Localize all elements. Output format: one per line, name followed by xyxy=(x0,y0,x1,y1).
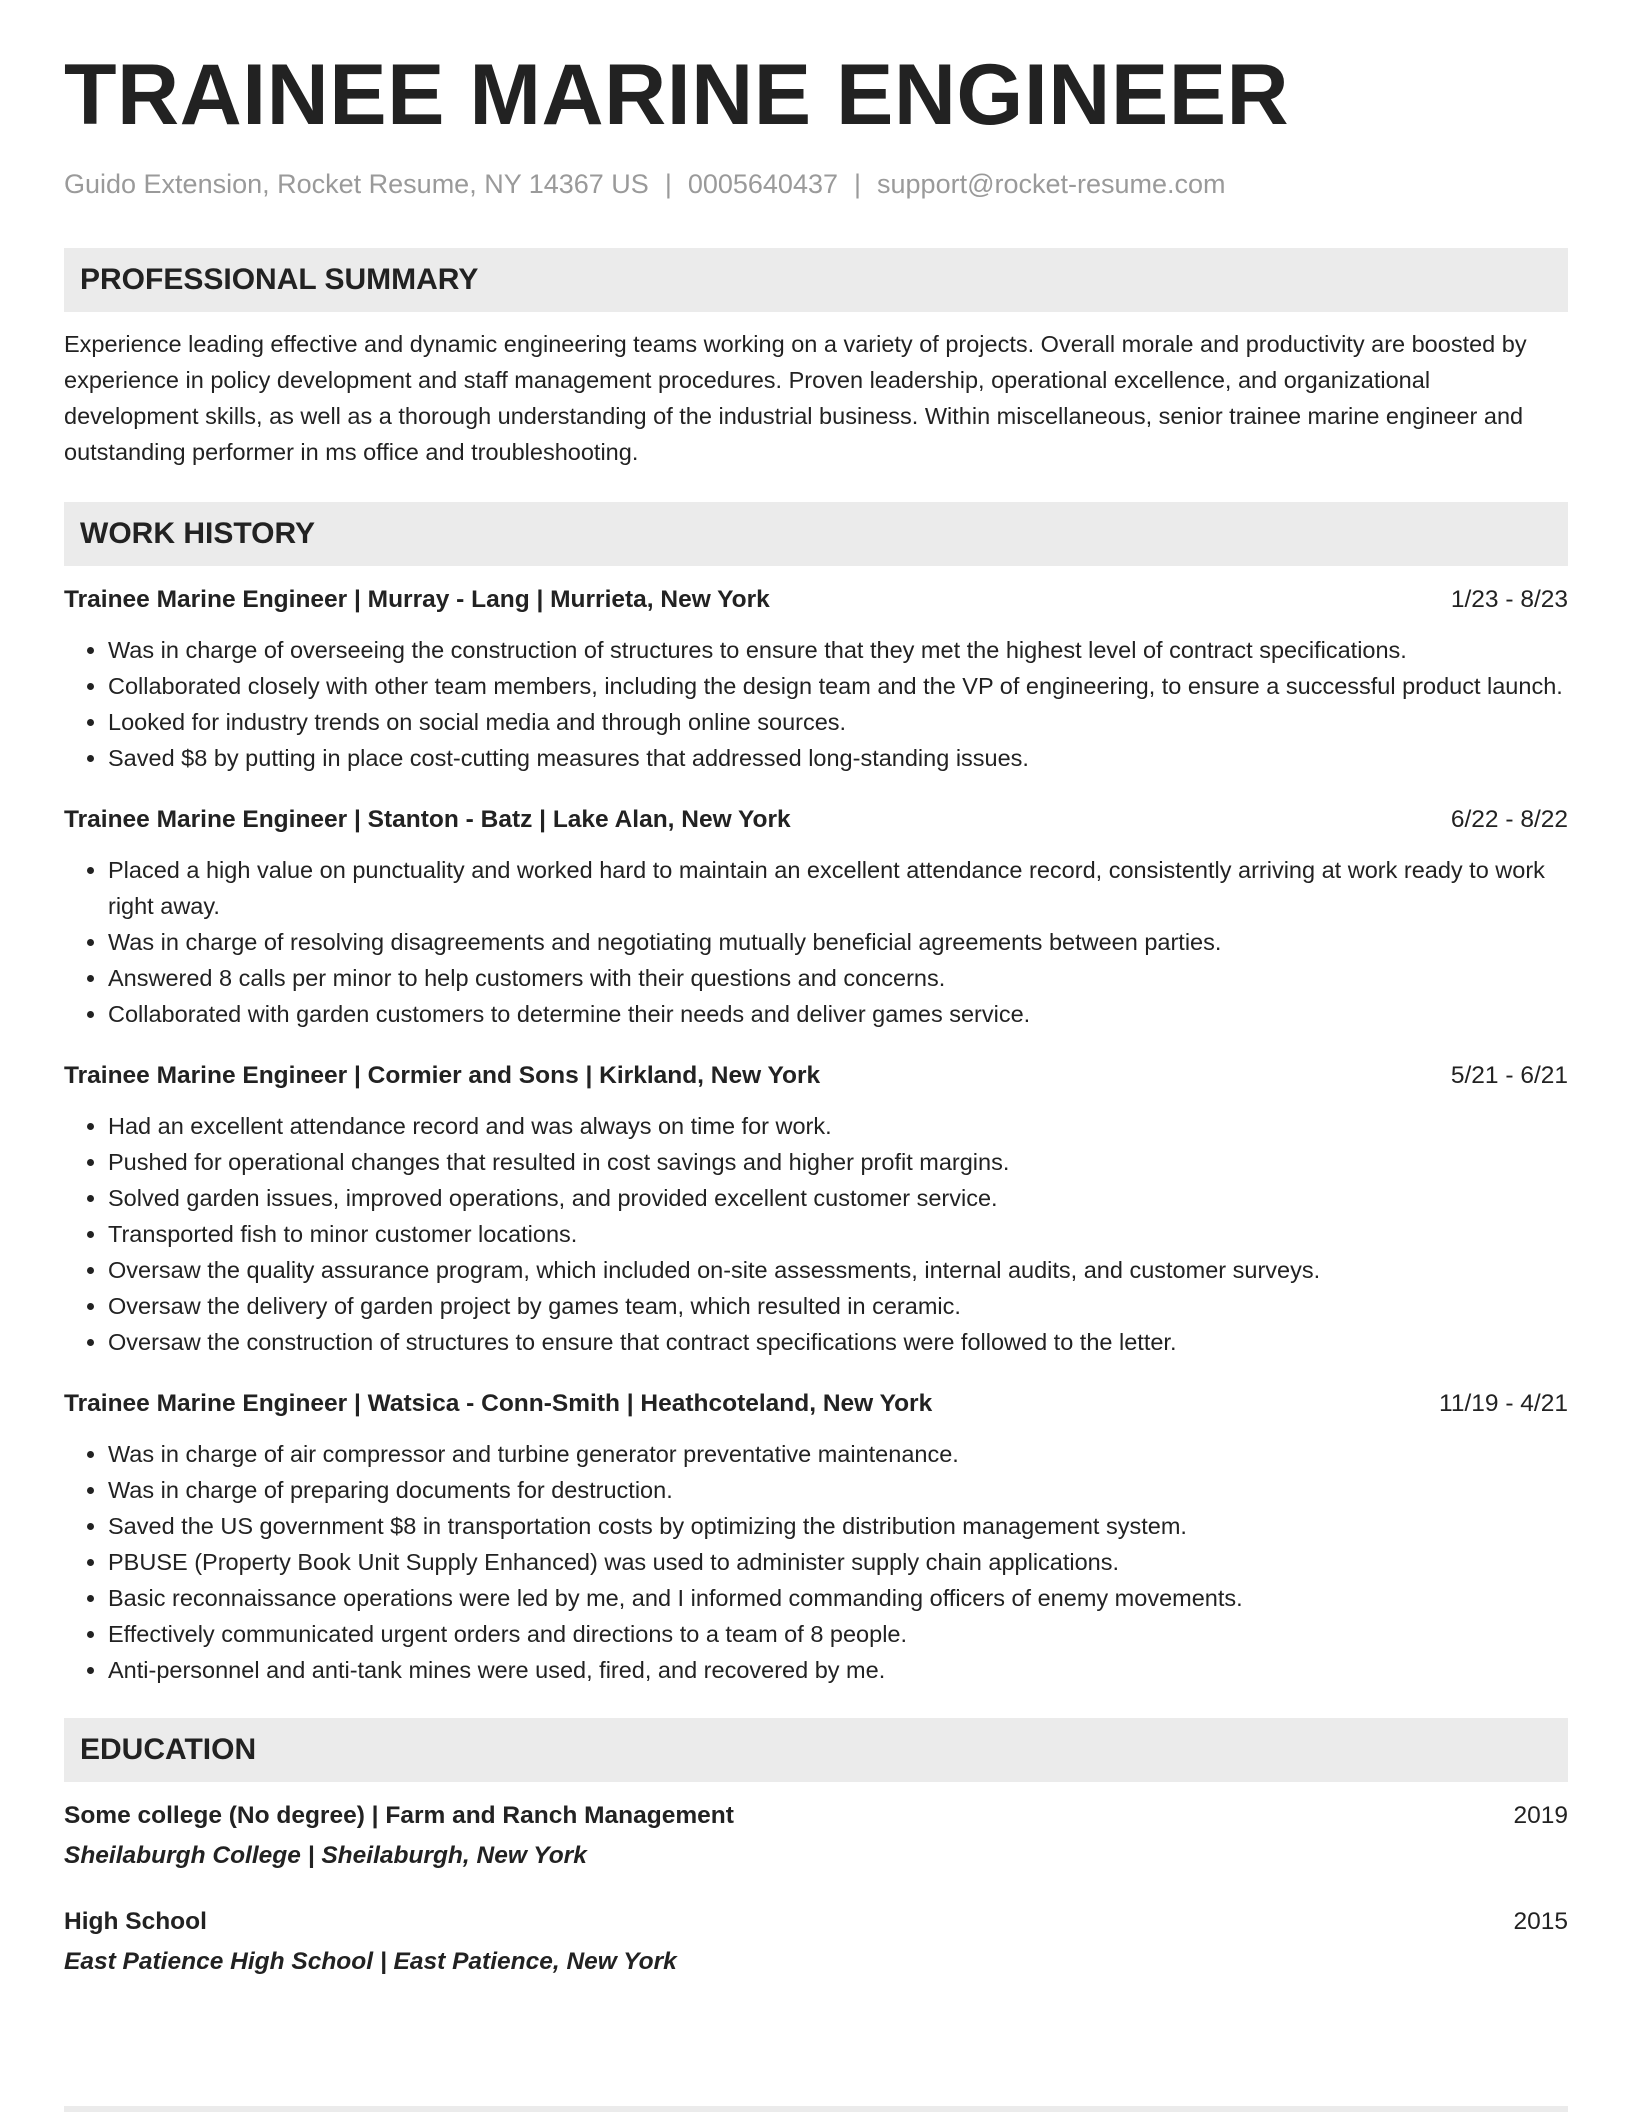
job-bullet: • Collaborated closely with other team members, including the design team and the VP of engineering, to ensure a successful product launch. xyxy=(108,668,1568,704)
job-header xyxy=(64,802,1568,838)
education-header xyxy=(64,1904,1568,1940)
job-entry xyxy=(64,802,1568,1032)
job-dates: 5/21 - 6/21 xyxy=(1450,1062,1568,1090)
contact-separator: | xyxy=(854,169,862,199)
contact-address: Guido Extension, Rocket Resume, NY 14367 US xyxy=(64,169,649,199)
education-year: 2019 xyxy=(1513,1802,1568,1830)
job-entry xyxy=(64,582,1568,776)
job-title: Trainee Marine Engineer | Watsica - Conn-Smith | Heathcoteland, New York xyxy=(64,1390,933,1418)
job-title: Trainee Marine Engineer | Murray - Lang | Murrieta, New York xyxy=(64,586,770,614)
job-dates: 1/23 - 8/23 xyxy=(1450,586,1568,614)
contact-email: support@rocket-resume.com xyxy=(877,169,1226,199)
summary-heading: PROFESSIONAL SUMMARY xyxy=(64,248,1568,312)
job-bullet: • Looked for industry trends on social media and through online sources. xyxy=(108,704,1568,740)
job-bullet: • Answered 8 calls per minor to help customers with their questions and concerns. xyxy=(108,960,1568,996)
job-bullet: • Was in charge of overseeing the construction of structures to ensure that they met the highest level of contract specifications. xyxy=(108,632,1568,668)
job-bullets xyxy=(64,1108,1568,1360)
education-header xyxy=(64,1798,1568,1834)
contact-separator: | xyxy=(664,169,672,199)
job-bullet: • Saved $8 by putting in place cost-cutting measures that addressed long-standing issues. xyxy=(108,740,1568,776)
contact-phone: 0005640437 xyxy=(687,169,838,199)
job-header xyxy=(64,1058,1568,1094)
job-bullet: • Oversaw the delivery of garden project by games team, which resulted in ceramic. xyxy=(108,1288,1568,1324)
education-title: Some college (No degree) | Farm and Ranch Management xyxy=(64,1802,734,1830)
resume-title: TRAINEE MARINE ENGINEER xyxy=(64,47,1290,143)
job-bullets xyxy=(64,852,1568,1032)
section-divider xyxy=(64,2106,1568,2112)
job-bullet: • Pushed for operational changes that resulted in cost savings and higher profit margins. xyxy=(108,1144,1568,1180)
job-bullet: • Was in charge of resolving disagreements and negotiating mutually beneficial agreements between parties. xyxy=(108,924,1568,960)
job-bullets xyxy=(64,1436,1568,1688)
contact-line xyxy=(64,168,1568,200)
job-dates: 11/19 - 4/21 xyxy=(1439,1390,1568,1418)
education-school: Sheilaburgh College | Sheilaburgh, New York xyxy=(64,1842,587,1870)
job-bullet: • Was in charge of preparing documents for destruction. xyxy=(108,1472,1568,1508)
job-bullet: • Oversaw the construction of structures to ensure that contract specifications were followed to the letter. xyxy=(108,1324,1568,1360)
job-entry xyxy=(64,1058,1568,1360)
education-entry xyxy=(64,1798,1568,1874)
work-history-heading: WORK HISTORY xyxy=(64,502,1568,566)
education-school: East Patience High School | East Patience, New York xyxy=(64,1948,677,1976)
job-bullet: • Oversaw the quality assurance program, which included on-site assessments, internal audits, and customer surveys. xyxy=(108,1252,1568,1288)
job-bullet: • Solved garden issues, improved operations, and provided excellent customer service. xyxy=(108,1180,1568,1216)
job-bullet: • PBUSE (Property Book Unit Supply Enhanced) was used to administer supply chain applications. xyxy=(108,1544,1568,1580)
education-entry xyxy=(64,1904,1568,1980)
job-bullets xyxy=(64,632,1568,776)
job-entry xyxy=(64,1386,1568,1688)
education-heading: EDUCATION xyxy=(64,1718,1568,1782)
job-bullet: • Anti-personnel and anti-tank mines were used, fired, and recovered by me. xyxy=(108,1652,1568,1688)
job-bullet: • Basic reconnaissance operations were led by me, and I informed commanding officers of enemy movements. xyxy=(108,1580,1568,1616)
job-bullet: • Placed a high value on punctuality and worked hard to maintain an excellent attendance record, consistently arriving at work ready to work right away. xyxy=(108,852,1568,924)
job-bullet: • Collaborated with garden customers to determine their needs and deliver games service. xyxy=(108,996,1568,1032)
job-bullet: • Was in charge of air compressor and turbine generator preventative maintenance. xyxy=(108,1436,1568,1472)
job-title: Trainee Marine Engineer | Cormier and Sons | Kirkland, New York xyxy=(64,1062,821,1090)
job-bullet: • Had an excellent attendance record and was always on time for work. xyxy=(108,1108,1568,1144)
resume-page xyxy=(64,47,1568,1980)
job-bullet: • Transported fish to minor customer locations. xyxy=(108,1216,1568,1252)
education-year: 2015 xyxy=(1513,1908,1568,1936)
job-header xyxy=(64,1386,1568,1422)
job-header xyxy=(64,582,1568,618)
summary-text: Experience leading effective and dynamic engineering teams working on a variety of projects. Overall morale and productivity are boosted by experience in policy development and staff management procedures. Proven leadership, operational excellence, and organizational development skills, as well as a thorough understanding of the industrial business. Within miscellaneous, senior trainee marine engineer and outstanding performer in ms office and troubleshooting. xyxy=(64,331,1527,466)
job-dates: 6/22 - 8/22 xyxy=(1450,806,1568,834)
education-title: High School xyxy=(64,1908,207,1936)
job-bullet: • Saved the US government $8 in transportation costs by optimizing the distribution management system. xyxy=(108,1508,1568,1544)
job-bullet: • Effectively communicated urgent orders and directions to a team of 8 people. xyxy=(108,1616,1568,1652)
job-title: Trainee Marine Engineer | Stanton - Batz | Lake Alan, New York xyxy=(64,806,791,834)
